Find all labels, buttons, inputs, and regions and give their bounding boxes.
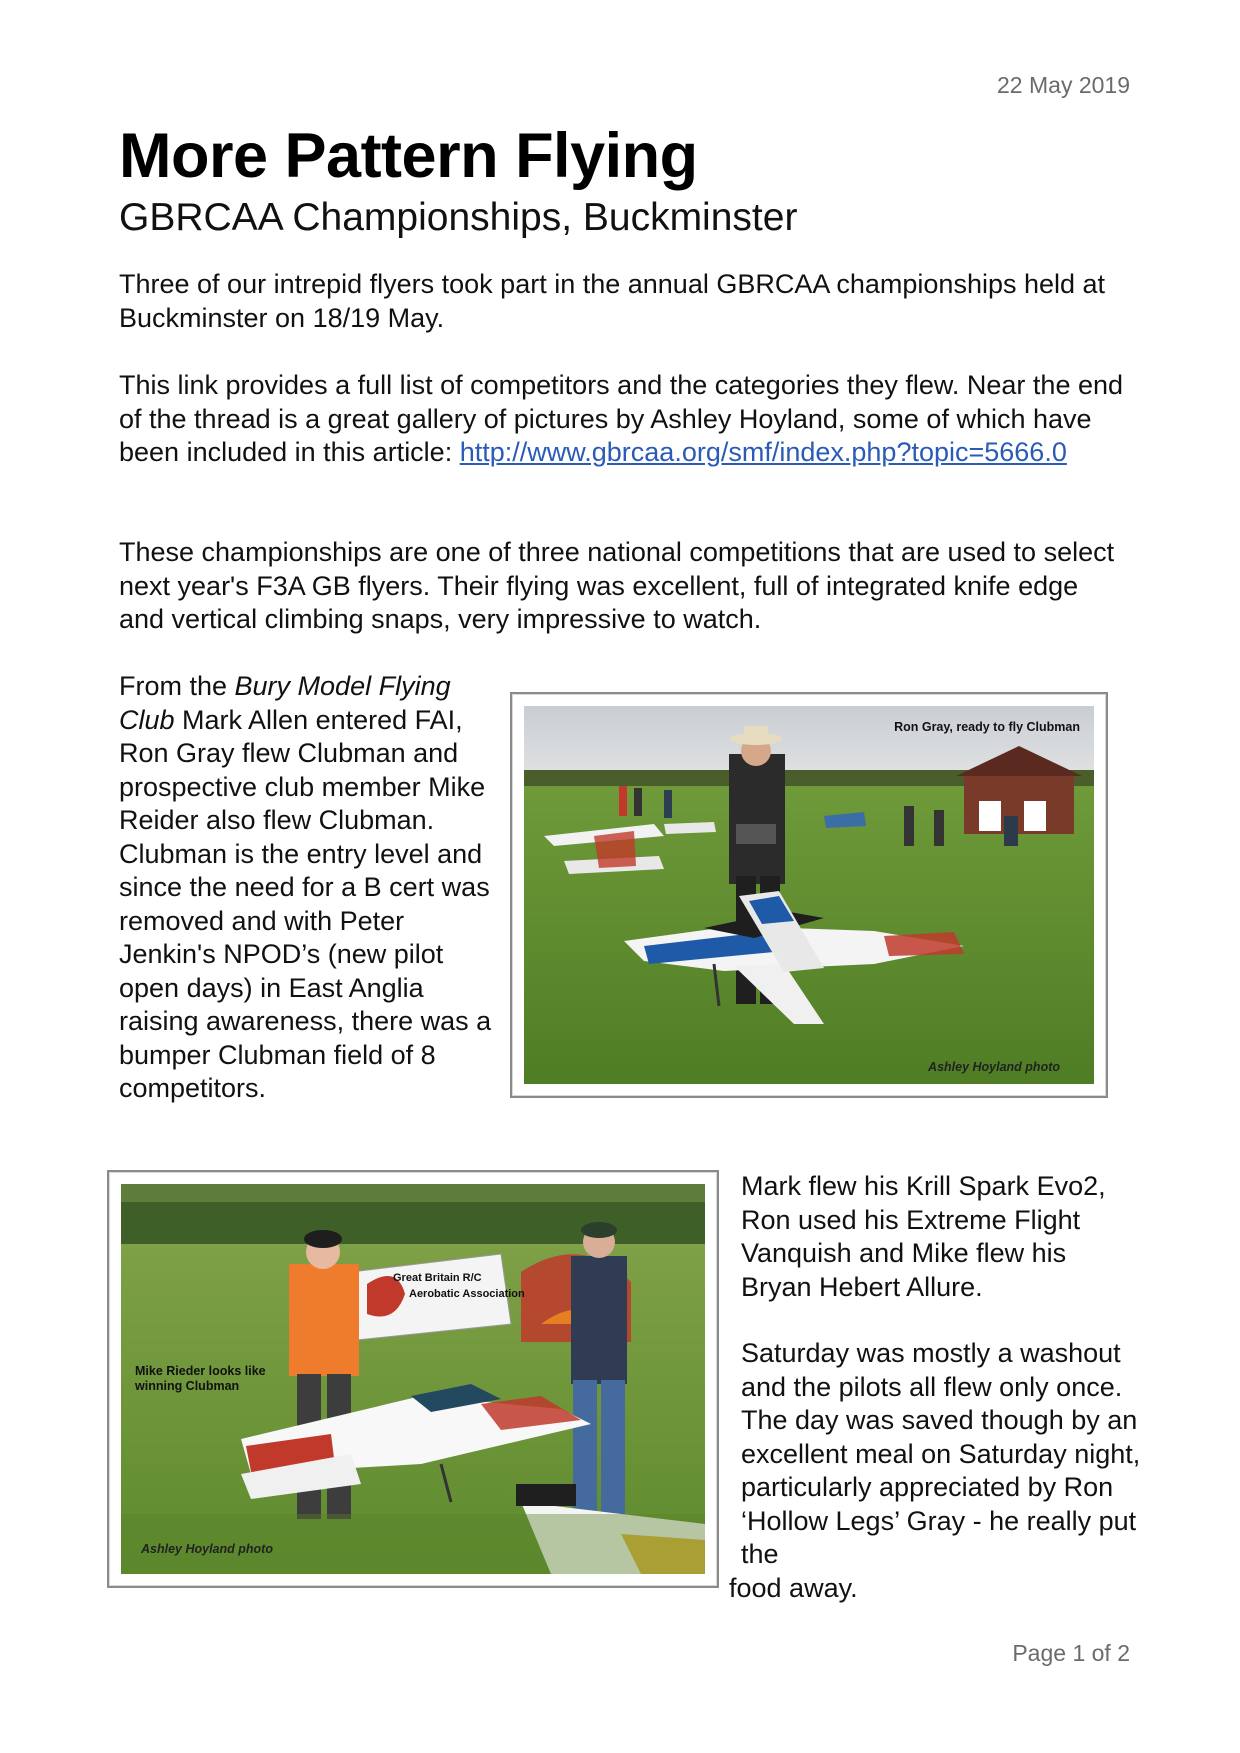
photo-mike-rieder xyxy=(121,1184,705,1574)
gbrcaa-forum-link[interactable]: http://www.gbrcaa.org/smf/index.php?topic=5666.0 xyxy=(459,437,1067,467)
article-title: More Pattern Flying xyxy=(119,121,698,191)
photo-ron-gray xyxy=(524,706,1094,1084)
right-column xyxy=(729,1170,1141,1605)
photo-mike-rieder-banner xyxy=(393,1270,525,1302)
photo-ron-gray-caption: Ron Gray, ready to fly Clubman xyxy=(894,720,1080,734)
competitors-rest: Mark Allen entered FAI, Ron Gray flew Clubman and prospective club member Mike Reider also flew Clubman. Clubman is the entry level and since the need for a B cert was removed and with Peter Jenkin's NPOD’s (new pilot open days) in East Anglia raising awareness, there was a bumper Clubman field of 8 competitors. xyxy=(119,704,492,1103)
aircraft-paragraph: Mark flew his Krill Spark Evo2, Ron used his Extreme Flight Vanquish and Mike flew his Bryan Hebert Allure. xyxy=(741,1171,1106,1302)
competitors-lead: From the xyxy=(119,671,235,701)
article-subtitle: GBRCAA Championships, Buckminster xyxy=(119,196,798,239)
saturday-end: food away. xyxy=(729,1572,858,1603)
caption-line-1: Mike Rieder looks like xyxy=(135,1364,266,1378)
championships-paragraph: These championships are one of three national competitions that are used to select next year's F3A GB flyers. Their flying was excellent, full of integrated knife edge and vertical climbing snaps, very impressive to watch. xyxy=(119,537,1115,634)
club-name: Bury Model Flying Club xyxy=(119,671,451,735)
page-number: Page 1 of 2 xyxy=(1012,1640,1130,1666)
photo-mike-rieder-frame xyxy=(107,1170,719,1588)
date: 22 May 2019 xyxy=(997,72,1130,98)
photo-mike-rieder-caption xyxy=(135,1364,266,1394)
intro-paragraph: Three of our intrepid flyers took part in the annual GBRCAA championships held at Buckminster on 18/19 May. xyxy=(119,269,1106,333)
banner-line-2: Aerobatic Association xyxy=(409,1288,525,1300)
link-paragraph xyxy=(119,369,1129,470)
photo-ron-gray-frame xyxy=(510,692,1108,1098)
photo-ron-gray-credit: Ashley Hoyland photo xyxy=(928,1060,1060,1074)
saturday-paragraph xyxy=(729,1337,1141,1605)
link-paragraph-text: This link provides a full list of competitors and the categories they flew. Near the end of the thread is a great gallery of pictures by Ashley Hoyland, some of which have been included in this article: xyxy=(119,370,1124,467)
caption-line-2: winning Clubman xyxy=(135,1379,240,1393)
saturday-text: Saturday was mostly a washout and the pilots all flew only once. The day was saved though by an excellent meal on Saturday night, particularly appreciated by Ron ‘Hollow Legs’ Gray - he really put the xyxy=(741,1338,1141,1569)
competitors-paragraph xyxy=(119,670,499,1106)
banner-line-1: Great Britain R/C xyxy=(393,1272,482,1284)
paragraph-gap xyxy=(741,1304,1141,1337)
photo-mike-rieder-credit: Ashley Hoyland photo xyxy=(141,1542,273,1556)
